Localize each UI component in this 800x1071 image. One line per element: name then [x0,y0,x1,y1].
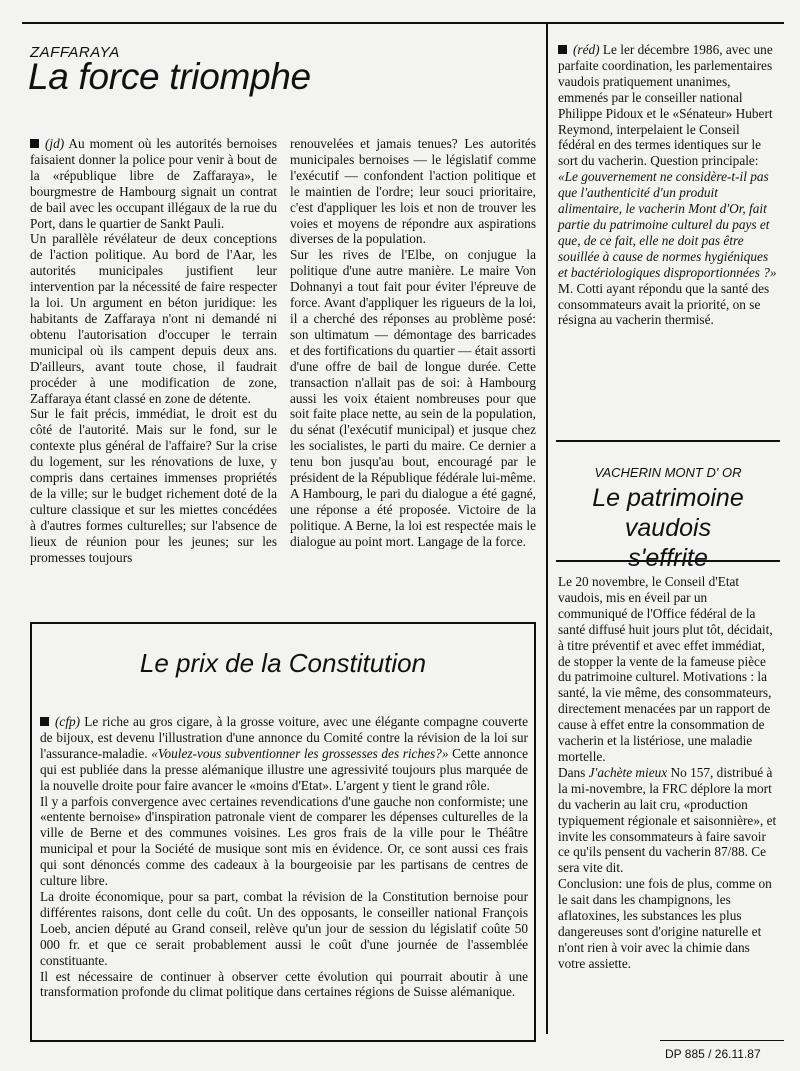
paragraph: Sur les rives de l'Elbe, on conjugue la politique d'une autre manière. Le maire Von Dohnanyi a tout fait pour éviter l'épreuve de force. Avant d'appliquer les rigueurs de la loi, il a cherché des réponses au problème posé: son ultimatum — démontage des barricades et des fortifications du quartier — était assorti d'une offre de bail de longue durée. Cette transaction n'allait pas de soi: à Hambourg aussi les voix étaient nombreuses pour que soit faite place nette, au sein de la population, du sénat (l'exécutif municipal) et jusque chez les socialistes, le parti du maire. Ce dernier a tenu bon jusqu'au bout, encouragé par le président de la République fédérale lui-même. [290,247,536,486]
paragraph [30,136,277,231]
paragraph-text: M. Cotti ayant répondu que la santé des consommateurs avait la priorité, on se résigna au vacherin thermisé. [558,280,770,328]
top-rule [22,22,784,24]
paragraph-text: Cette annonce qui est publiée dans la presse alémanique illustre une agressivité toujours plus marquée de la nouvelle droite pour faire avancer le «moins d'Etat». L'argent y tient le grand rôle. [40,745,528,793]
paragraph: renouvelées et jamais tenues? Les autorités municipales bernoises — le législatif comme l'exécutif — confondent l'action politique et le maintien de l'ordre; leur souci prioritaire, c'est d'appliquer les lois et non de trouver les voies et moyens de répondre aux aspirations diverses de la population. [290,136,536,247]
sidebar-rule [556,440,780,442]
sidebar-title-line: s'effrite [628,544,708,572]
box-title: Le prix de la Constitution [139,648,427,678]
paragraph: Il est nécessaire de continuer à observer cette évolution qui pourrait aboutir à une transformation profonde du climat politique dans certaines régions de Suisse alémanique. [40,968,528,1000]
square-bullet-icon [40,717,49,726]
square-bullet-icon [558,45,567,54]
article-kicker: ZAFFARAYA [30,44,120,61]
publication-name: J'achète mieux [588,764,668,780]
article-title: La force triomphe [28,56,311,97]
article-middle-column [290,136,536,550]
quote: «Le gouvernement ne considère-t-il pas que l'authenticité d'un produit alimentaire, le vacherin Mont d'Or, fait partie du patrimoine culturel du pays et que, de ce fait, elle ne doit pas être souillée à cause de normes hygiéniques et bactériologiques disproportionnées ?» [558,169,777,280]
sidebar-title-line: vaudois [624,514,712,542]
square-bullet-icon [30,139,39,148]
author-tag: (réd) [573,42,600,57]
paragraph: La droite économique, pour sa part, combat la révision de la Constitution bernoise pour différentes raisons, dont celle du coût. Un des opposants, le conseiller national François Loeb, ancien député au Grand conseil, relève qu'un jour de session du législatif coûte 50 000 fr. et que ce serait probablement aussi le coût d'une journée de l'assemblée constituante. [40,888,528,968]
constitution-box [30,622,536,1042]
sidebar-kicker: VACHERIN MONT D' OR [594,465,742,480]
author-tag: (cfp) [55,714,81,729]
box-text [40,714,528,1000]
paragraph-text: Le riche au gros cigare, à la grosse voiture, avec une élégante compagne couverte de bijoux, est devenu l'illustration d'une annonce du Comité contre la révision de la loi sur l'assurance-maladie. [40,714,528,761]
paragraph: Un parallèle révélateur de deux conceptions de l'action politique. Au bord de l'Aar, les autorités municipales justifient leur intervention par la nécessité de faire respecter la loi. Un argument en béton juridique: les habitants de Zaffaraya n'ont ni demandé ni obtenu l'autorisation d'occuper le terrain municipal où ils campent depuis deux ans. D'ailleurs, avant toute chose, il faudrait procéder à une modification de zone, Zaffaraya étant classé en zone de détente. [30,231,277,406]
paragraph: A Hambourg, le pari du dialogue a été gagné, une réponse a été proposée. Victoire de la politique. A Berne, la loi est respectée mais le dialogue au point mort. Langage de la force. [290,485,536,549]
paragraph [40,714,528,794]
article-left-column [30,136,277,565]
paragraph-text: Dans [558,764,586,780]
column-divider [546,24,548,1034]
sidebar-title-line: Le patrimoine [592,484,744,512]
sidebar-article-text [558,574,778,972]
paragraph: Le 20 novembre, le Conseil d'Etat vaudois, mis en éveil par un communiqué de l'Office fédéral de la santé diffusé huit jours plut tôt, décidait, à titre préventif et avec effet immédiat, de stopper la vente de la fameuse pièce du patrimoine culturel. Motivations : la santé, la vie même, des consommateurs, directement menacées par un rapport de cause à effet entre la consommation de vacherin et la listériose, une maladie mortelle. [558,574,773,764]
paragraph [558,765,778,876]
quote: «Voulez-vous subventionner les grossesses des riches?» [151,745,449,761]
sidebar-note [558,42,778,328]
paragraph: Il y a parfois convergence avec certaines revendications d'une gauche non conformiste; une «entente bernoise» d'inspiration patronale vient de comparer les dépenses culturelles de la ville de Berne et des communes voisines. Les gros frais de la ville pour le Théâtre municipal et pour la Société de musique sont mis en évidence. Or, ce sont aussi ces frais qui sont dénoncés comme des cadeaux à la bourgeoisie par les partisans de centres de culture libre. [40,793,528,889]
paragraph: Sur le fait précis, immédiat, le droit est du côté de l'autorité. Mais sur le fond, sur le contexte plus général de l'affaire? Sur la crise du logement, sur les rénovations de luxe, y compris dans certaines immenses propriétés de la ville; sur le budget richement doté de la culture classique et sur les miettes concédées à d'autres formes culturelles; sur l'absence de lieux de réunion pour les jeunes; sur les promesses toujours [30,406,277,565]
paragraph-text: Le ler décembre 1986, avec une parfaite coordination, les parlementaires vaudois pratiquement unanimes, emmenés par le conseiller national Philippe Pidoux et le «Sénateur» Hubert Reymond, interpelaient le Conseil fédéral en des termes identiques sur le sort du vacherin. Question principale: [558,42,773,169]
paragraph: Conclusion: une fois de plus, comme on le sait dans les champignons, les aflatoxines, les substances les plus dangereuses sont d'origine naturelle et n'ont rien à voir avec la chimie dans votre assiette. [558,876,772,971]
page-footer: DP 885 / 26.11.87 [665,1047,761,1061]
paragraph [558,42,778,328]
paragraph-text: No 157, distribué à la mi-novembre, la FRC déplore la mort du vacherin au lait cru, «production typiquement régionale et saisonnière», et invite les consommateurs à faire savoir ce qu'ils pensent du vacherin 87/88. Ce sera vite dit. [558,764,777,876]
author-tag: (jd) [45,136,65,151]
footer-rule [660,1040,784,1041]
sidebar-rule [556,560,780,562]
paragraph-text: Au moment où les autorités bernoises faisaient donner la police pour venir à bout de la «république libre de Zaffaraya», le bourgmestre de Hambourg signait un contrat de bail avec les occupant illégaux de la rue du Port, dans le quartier de Sankt Pauli. [30,136,277,231]
